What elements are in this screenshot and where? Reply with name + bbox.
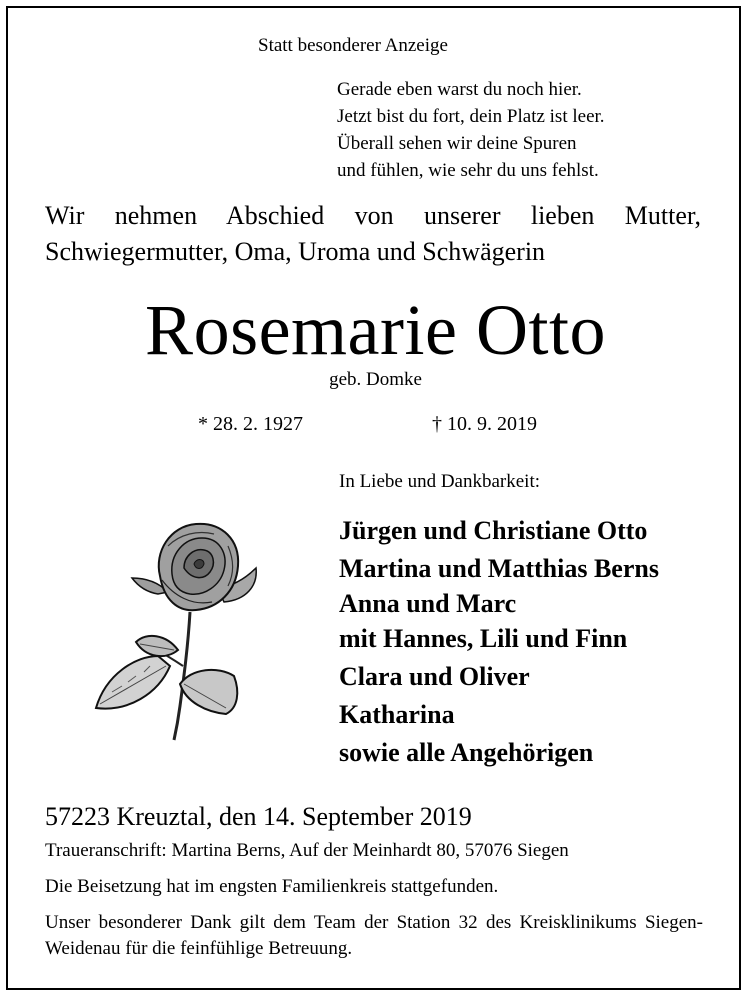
mourning-address: Traueranschrift: Martina Berns, Auf der Meinhardt 80, 57076 Siegen — [45, 840, 569, 861]
place-and-date: 57223 Kreuztal, den 14. September 2019 — [45, 802, 472, 831]
birth-name: geb. Domke — [329, 369, 422, 390]
poem-line: Gerade eben warst du noch hier. — [337, 79, 582, 100]
poem-line: und fühlen, wie sehr du uns fehlst. — [337, 160, 599, 181]
poem-line: Überall sehen wir deine Spuren — [337, 133, 577, 154]
header-note: Statt besonderer Anzeige — [258, 35, 448, 56]
deceased-name: Rosemarie Otto — [145, 290, 606, 370]
family-member: Clara und Oliver — [339, 662, 530, 691]
family-member: Anna und Marc — [339, 589, 517, 618]
death-date: † 10. 9. 2019 — [432, 413, 537, 435]
family-member: mit Hannes, Lili und Finn — [339, 624, 628, 653]
special-thanks: Unser besonderer Dank gilt dem Team der Station 32 des Kreisklinikums Siegen-Weidenau für die feinfühlige Betreuung. — [45, 912, 703, 959]
poem — [337, 76, 605, 184]
family-list — [339, 512, 659, 772]
family-member: Katharina — [339, 700, 455, 729]
thanks-line: In Liebe und Dankbarkeit: — [339, 471, 541, 492]
family-member: sowie alle Angehörigen — [339, 738, 594, 767]
family-member: Martina und Matthias Berns — [339, 554, 659, 583]
intro-text: Wir nehmen Abschied von unserer lieben Mutter, Schwiegermutter, Oma, Uroma und Schwägerin — [45, 201, 701, 266]
family-member: Jürgen und Christiane Otto — [339, 516, 648, 545]
birth-date: * 28. 2. 1927 — [198, 413, 303, 435]
poem-line: Jetzt bist du fort, dein Platz ist leer. — [337, 106, 605, 127]
burial-note: Die Beisetzung hat im engsten Familienkreis stattgefunden. — [45, 876, 499, 897]
rose-icon — [88, 516, 278, 742]
